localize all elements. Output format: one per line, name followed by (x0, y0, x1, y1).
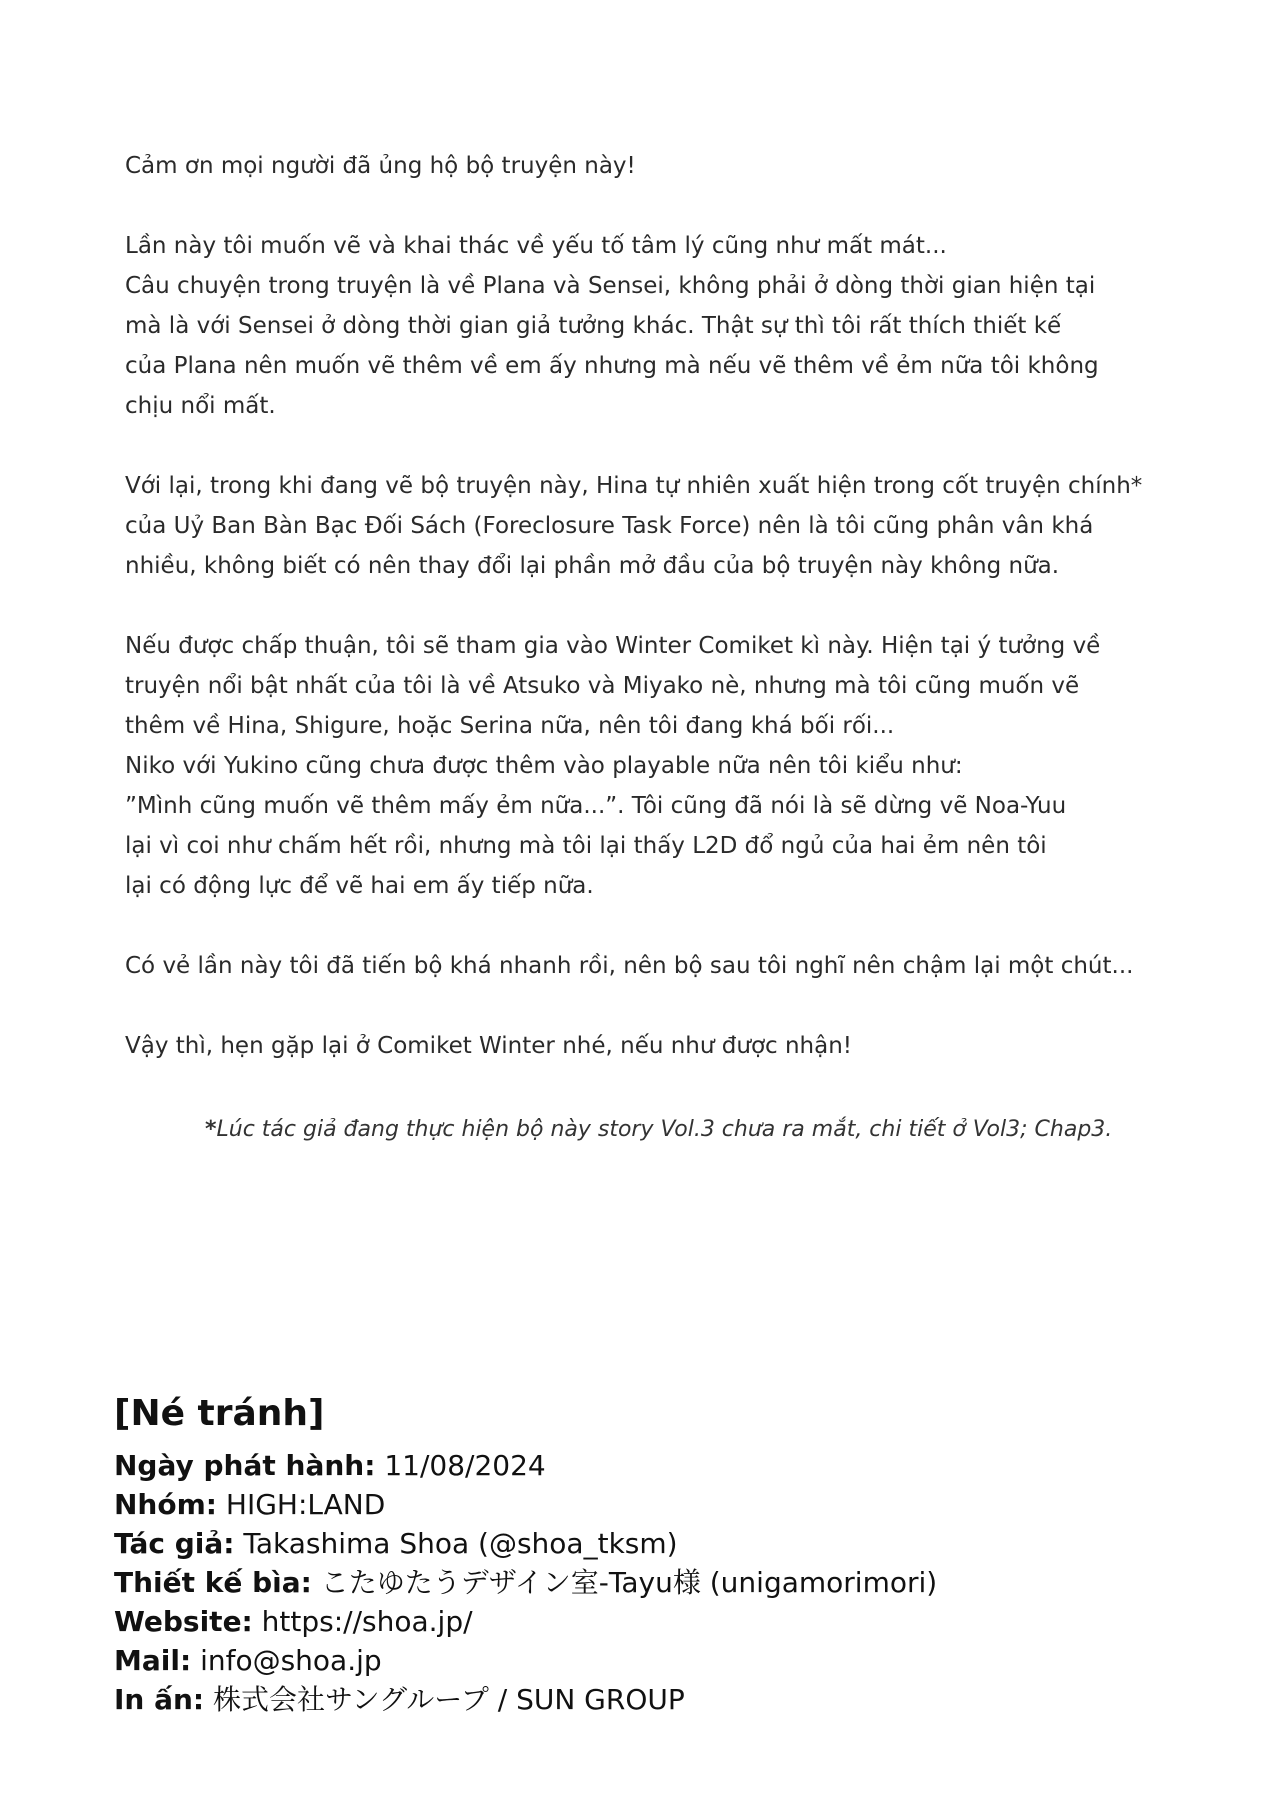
afterword-paragraph-plana: Lần này tôi muốn vẽ và khai thác về yếu tố tâm lý cũng như mất mát... Câu chuyện trong truyện là về Plana và Sensei, không phải ở dòng thời gian hiện tại mà là với Sensei ở dòng thời gian giả tưởng khác. Thật sự thì tôi rất thích thiết kế của Plana nên muốn vẽ thêm về em ấy nhưng mà nếu vẽ thêm về ẻm nữa tôi không chịu nổi mất. (125, 233, 1099, 419)
colophon-row-cover-design (114, 1563, 1214, 1602)
afterword-paragraph-progress: Có vẻ lần này tôi đã tiến bộ khá nhanh rồi, nên bộ sau tôi nghĩ nên chậm lại một chút... (125, 953, 1134, 979)
website-label: Website: (114, 1605, 253, 1638)
colophon-title: [Né tránh] (114, 1393, 325, 1434)
colophon-row-printing (114, 1680, 1214, 1719)
colophon-row-author (114, 1524, 1214, 1563)
afterword-paragraph-thanks: Cảm ơn mọi người đã ủng hộ bộ truyện này! (125, 153, 636, 179)
mail-label: Mail: (114, 1644, 192, 1677)
colophon (114, 1388, 1214, 1719)
release-date-label: Ngày phát hành: (114, 1449, 376, 1482)
footnote-text: Lúc tác giả đang thực hiện bộ này story Vol.3 chưa ra mắt, chi tiết ở Vol3; Chap3. (216, 1117, 1113, 1142)
colophon-row-group (114, 1485, 1214, 1524)
afterword-body (125, 146, 1185, 1106)
printing-value: 株式会社サングループ / SUN GROUP (213, 1683, 685, 1716)
cover-design-label: Thiết kế bìa: (114, 1566, 312, 1599)
cover-design-value: こたゆたうデザイン室-Tayu様 (unigamorimori) (320, 1566, 938, 1599)
author-label: Tác giả: (114, 1527, 235, 1560)
release-date-value: 11/08/2024 (384, 1449, 546, 1482)
afterword-paragraph-comiket: Nếu được chấp thuận, tôi sẽ tham gia vào Winter Comiket kì này. Hiện tại ý tưởng về truyện nổi bật nhất của tôi là về Atsuko và Miyako nè, nhưng mà tôi cũng muốn vẽ thêm về Hina, Shigure, hoặc Serina nữa, nên tôi đang khá bối rối... Niko với Yukino cũng chưa được thêm vào playable nữa nên tôi kiểu như: ”Mình cũng muốn vẽ thêm mấy ẻm nữa...”. Tôi cũng đã nói là sẽ dừng vẽ Noa-Yuu lại vì coi như chấm hết rồi, nhưng mà tôi lại thấy L2D đổ ngủ của hai ẻm nên tôi lại có động lực để vẽ hai em ấy tiếp nữa. (125, 633, 1101, 899)
colophon-row-release-date (114, 1446, 1214, 1485)
printing-label: In ấn: (114, 1683, 205, 1716)
author-value: Takashima Shoa (@shoa_tksm) (243, 1527, 678, 1560)
mail-value: info@shoa.jp (200, 1644, 382, 1677)
footnote-marker: * (205, 1117, 217, 1142)
colophon-row-website (114, 1602, 1214, 1641)
colophon-row-mail (114, 1641, 1214, 1680)
group-value: HIGH:LAND (225, 1488, 386, 1521)
group-label: Nhóm: (114, 1488, 217, 1521)
afterword-paragraph-farewell: Vậy thì, hẹn gặp lại ở Comiket Winter nhé, nếu như được nhận! (125, 1033, 853, 1059)
website-value: https://shoa.jp/ (261, 1605, 473, 1638)
footnote (205, 1110, 1205, 1150)
afterword-paragraph-hina: Với lại, trong khi đang vẽ bộ truyện này, Hina tự nhiên xuất hiện trong cốt truyện chính* của Uỷ Ban Bàn Bạc Đối Sách (Foreclosure Task Force) nên là tôi cũng phân vân khá nhiều, không biết có nên thay đổi lại phần mở đầu của bộ truyện này không nữa. (125, 473, 1143, 579)
